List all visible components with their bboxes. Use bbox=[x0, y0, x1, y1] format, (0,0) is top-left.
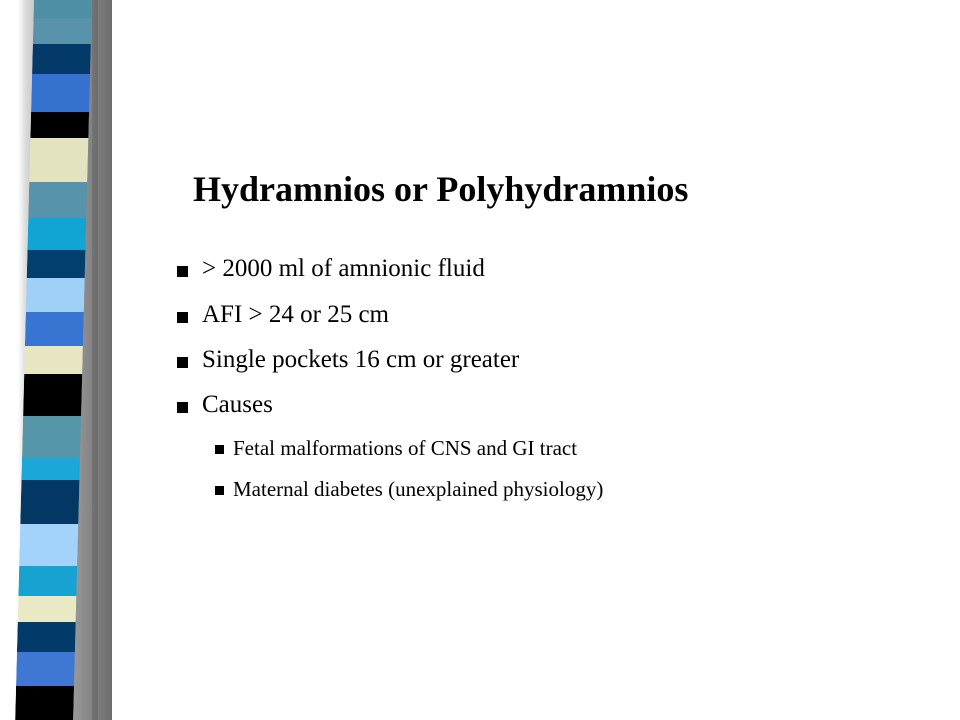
bullet-text: > 2000 ml of amnionic fluid bbox=[202, 255, 485, 282]
bullet-square-icon bbox=[177, 402, 188, 413]
bullet-text: Single pockets 16 cm or greater bbox=[202, 346, 520, 373]
bullet-square-icon bbox=[177, 266, 188, 277]
bullet-square-icon bbox=[215, 445, 224, 454]
bullet-square-icon bbox=[177, 312, 188, 323]
slide-title: Hydramnios or Polyhydramnios bbox=[193, 169, 689, 209]
bullet-square-icon bbox=[177, 357, 188, 368]
bullet-square-icon bbox=[215, 486, 224, 495]
sub-bullet-text: Maternal diabetes (unexplained physiology) bbox=[233, 477, 604, 501]
bullet-text: Causes bbox=[202, 391, 273, 418]
bullet-text: AFI > 24 or 25 cm bbox=[202, 301, 389, 328]
sub-bullet-text: Fetal malformations of CNS and GI tract bbox=[233, 436, 578, 460]
